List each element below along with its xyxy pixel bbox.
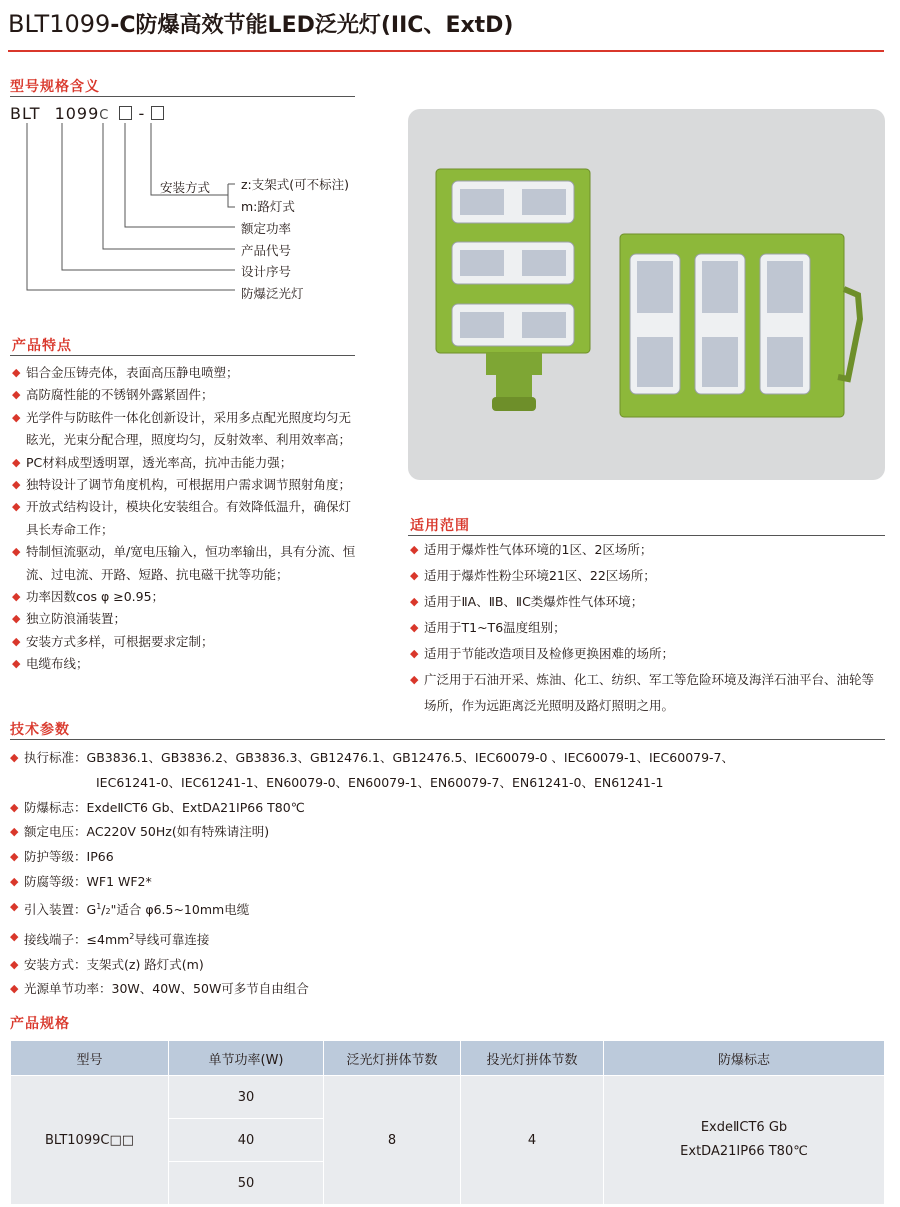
tech-value: 导线可靠连接 bbox=[134, 931, 210, 947]
list-item: ◆ 安装方式多样，可根据要求定制； bbox=[12, 631, 357, 653]
tech-value: 2 bbox=[129, 931, 135, 941]
tech-ex-mark bbox=[10, 796, 885, 821]
application-heading: 适用范围 bbox=[410, 518, 470, 534]
tech-value: IEC61241-0、IEC61241-1、EN60079-0、EN60079-1、EN60079-7、EN61241-0、EN61241-1 bbox=[96, 774, 664, 790]
list-item: ◆ 高防腐性能的不锈钢外露紧固件； bbox=[12, 384, 357, 406]
tech-value: GB3836.1、GB3836.2、GB3836.3、GB12476.1、GB12476.5、IEC60079-0 、IEC60079-1、IEC60079-7、 bbox=[86, 750, 735, 765]
tech-label: 防腐等级： bbox=[24, 873, 87, 889]
product-photo bbox=[408, 109, 885, 480]
list-item: ◆ 功率因数cos φ ≥0.95； bbox=[12, 586, 357, 608]
tech-corrosion bbox=[10, 870, 885, 895]
tech-value: ≤4mm bbox=[86, 931, 130, 947]
cell-power: 50 bbox=[169, 1162, 324, 1205]
tech-value: 30W、40W、50W可多节自由组合 bbox=[111, 981, 309, 997]
cell-model: BLT1099C□□ bbox=[11, 1076, 169, 1205]
list-item: ◆ 光学件与防眩件一体化创新设计，采用多点配光照度均匀无眩光，光束分配合理，照度均匀，反射效率、利用效率高； bbox=[12, 407, 357, 452]
col-header: 防爆标志 bbox=[604, 1041, 885, 1076]
tech-voltage bbox=[10, 820, 885, 845]
tech-label: 防爆标志： bbox=[24, 799, 87, 815]
list-item: ◆ 独立防浪涌装置； bbox=[12, 608, 357, 630]
tech-terminal bbox=[10, 925, 885, 953]
tech-value: 2 bbox=[105, 906, 111, 916]
model-bracket-lines bbox=[0, 0, 400, 310]
cell-ex-mark bbox=[604, 1076, 885, 1205]
tech-heading: 技术参数 bbox=[10, 722, 70, 738]
table-row bbox=[11, 1076, 885, 1119]
list-item: ◆ 适用于爆炸性粉尘环境21区、22区场所； bbox=[410, 563, 885, 589]
tech-label: 安装方式： bbox=[24, 956, 87, 972]
application-list bbox=[410, 537, 885, 719]
spec-heading: 产品规格 bbox=[10, 1016, 70, 1032]
list-item: ◆ 电缆布线； bbox=[12, 653, 357, 675]
tech-value: "适合 φ6.5~10mm电缆 bbox=[110, 901, 250, 917]
label-design: 设计序号 bbox=[241, 264, 292, 279]
tech-value: ExdeⅡCT6 Gb、ExtDA21IP66 T80℃ bbox=[86, 799, 305, 815]
col-header: 泛光灯拼体节数 bbox=[324, 1041, 461, 1076]
list-item: ◆ 独特设计了调节角度机构，可根据用户需求调节照射角度； bbox=[12, 474, 357, 496]
tech-divider bbox=[10, 739, 885, 740]
code-number: 1099 bbox=[54, 104, 100, 123]
label-install: 安装方式 bbox=[160, 180, 211, 195]
lamp-left bbox=[436, 169, 590, 411]
table-header-row bbox=[11, 1041, 885, 1076]
features-heading: 产品特点 bbox=[12, 338, 72, 354]
list-item: ◆ 适用于节能改造项目及检修更换困难的场所； bbox=[410, 641, 885, 667]
list-item: ◆ 广泛用于石油开采、炼油、化工、纺织、军工等危险环境及海洋石油平台、油轮等场所，作为远距离泛光照明及路灯照明之用。 bbox=[410, 667, 885, 719]
tech-power bbox=[10, 977, 885, 1002]
col-header: 投光灯拼体节数 bbox=[461, 1041, 604, 1076]
col-header: 单节功率(W) bbox=[169, 1041, 324, 1076]
tech-value: / bbox=[101, 901, 106, 917]
spec-table bbox=[10, 1040, 885, 1205]
tech-cable-entry bbox=[10, 895, 885, 925]
tech-value: WF1 WF2* bbox=[86, 873, 152, 889]
tech-label: 光源单节功率： bbox=[24, 981, 112, 997]
tech-standard bbox=[10, 746, 885, 796]
list-item: ◆ 铝合金压铸壳体，表面高压静电喷塑； bbox=[12, 362, 357, 384]
label-type: 防爆泛光灯 bbox=[241, 286, 304, 301]
list-item: ◆ 适用于爆炸性气体环境的1区、2区场所； bbox=[410, 537, 885, 563]
floodlight-illustration bbox=[408, 109, 885, 480]
code-suffix: C bbox=[99, 108, 110, 123]
label-product: 产品代号 bbox=[241, 243, 292, 258]
tech-value: G bbox=[86, 901, 97, 917]
cell-power: 40 bbox=[169, 1119, 324, 1162]
tech-label: 接线端子： bbox=[24, 931, 87, 947]
features-divider bbox=[10, 355, 355, 356]
tech-protection bbox=[10, 845, 885, 870]
ex-line: ExdeⅡCT6 Gb bbox=[700, 1120, 788, 1135]
tech-label: 执行标准： bbox=[24, 750, 87, 765]
tech-mounting bbox=[10, 953, 885, 978]
cell-flood-sections: 8 bbox=[324, 1076, 461, 1205]
cell-spot-sections: 4 bbox=[461, 1076, 604, 1205]
ex-line: ExtDA21IP66 T80℃ bbox=[680, 1144, 808, 1159]
tech-value: 1 bbox=[96, 901, 102, 911]
list-item: ◆ PC材料成型透明罩，透光率高，抗冲击能力强； bbox=[12, 452, 357, 474]
tech-value: AC220V 50Hz(如有特殊请注明) bbox=[86, 824, 270, 840]
tech-value: IP66 bbox=[86, 849, 114, 865]
model-heading: 型号规格含义 bbox=[10, 79, 100, 95]
label-m: m:路灯式 bbox=[241, 199, 295, 214]
list-item: ◆ 适用于ⅡA、ⅡB、ⅡC类爆炸性气体环境； bbox=[410, 589, 885, 615]
cell-power: 30 bbox=[169, 1076, 324, 1119]
tech-value: 支架式(z) 路灯式(m) bbox=[86, 956, 204, 972]
application-divider bbox=[408, 535, 885, 536]
tech-label: 引入装置： bbox=[24, 901, 87, 917]
code-dash: - bbox=[138, 104, 146, 123]
list-item: ◆ 适用于T1~T6温度组别； bbox=[410, 615, 885, 641]
title-rest: -C防爆高效节能LED泛光灯(IIC、ExtD) bbox=[110, 13, 514, 38]
lamp-right bbox=[620, 234, 860, 417]
features-list bbox=[12, 362, 357, 676]
tech-label: 防护等级： bbox=[24, 849, 87, 865]
list-item: ◆ 开放式结构设计，模块化安装组合。有效降低温升，确保灯具长寿命工作； bbox=[12, 496, 357, 541]
tech-label: 额定电压： bbox=[24, 824, 87, 840]
list-item: ◆ 特制恒流驱动，单/宽电压输入，恒功率输出，具有分流、恒流、过电流、开路、短路、抗电磁干扰等功能； bbox=[12, 541, 357, 586]
title-model: BLT1099 bbox=[8, 10, 111, 38]
code-prefix: BLT bbox=[10, 104, 41, 123]
label-z: z:支架式(可不标注) bbox=[241, 177, 350, 192]
col-header: 型号 bbox=[11, 1041, 169, 1076]
label-power: 额定功率 bbox=[241, 221, 292, 236]
tech-list bbox=[10, 746, 885, 1002]
